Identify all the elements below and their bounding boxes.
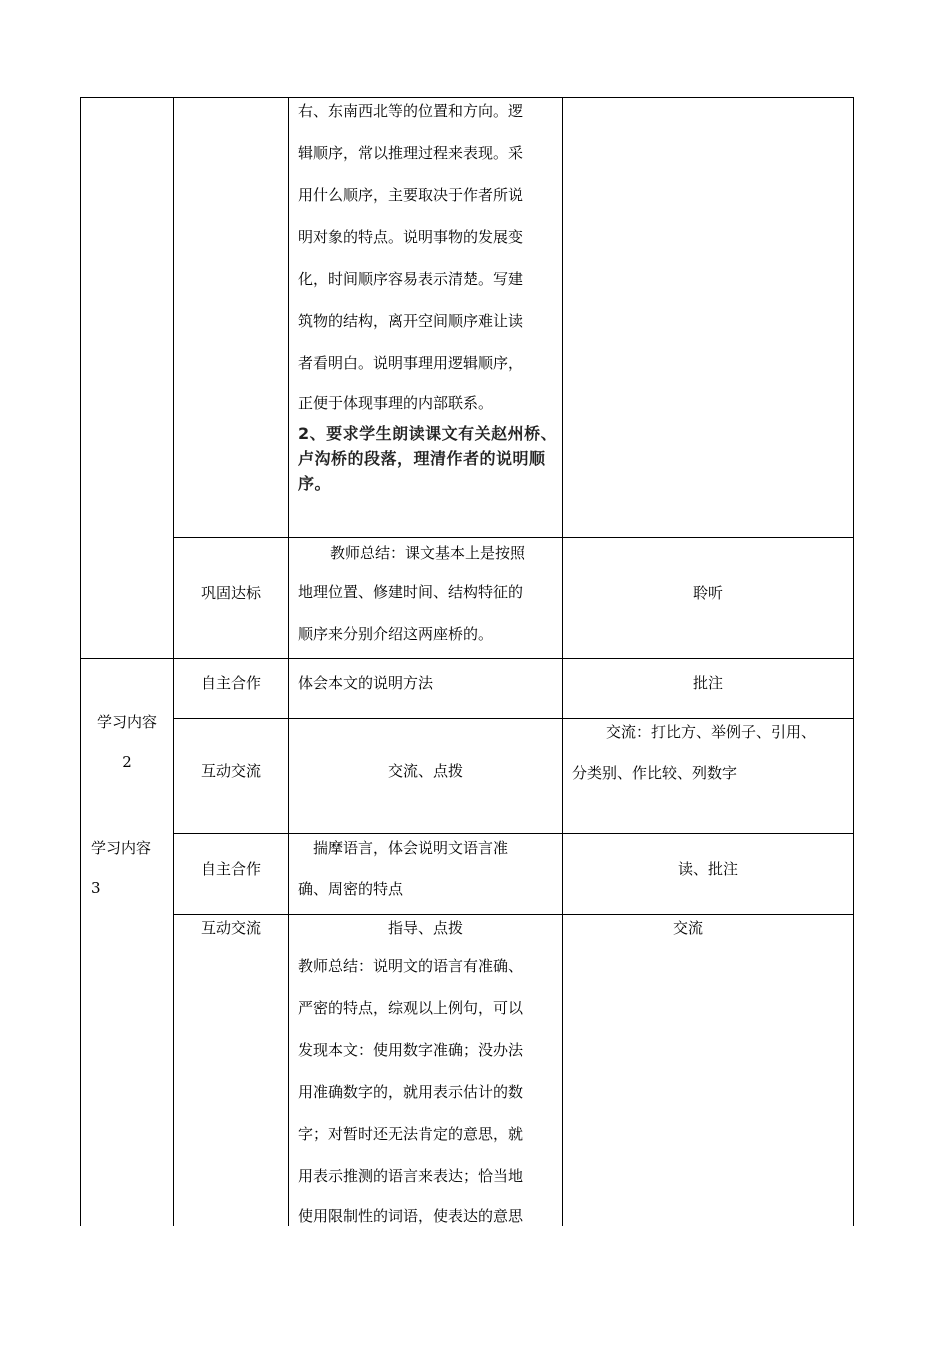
column-divider: [80, 97, 81, 1226]
text-line: 辑顺序，常以推理过程来表现。采: [298, 144, 524, 162]
student-activity: 交流: [672, 919, 703, 937]
text-line: 用什么顺序，主要取决于作者所说: [298, 186, 524, 204]
row-divider: [173, 914, 854, 915]
text-line: 交流：打比方、举例子、引用、: [606, 723, 817, 741]
student-activity: 批注: [692, 674, 723, 692]
row-divider: [173, 718, 854, 719]
step-label: 自主合作: [200, 674, 261, 692]
student-activity: 聆听: [692, 584, 723, 602]
bold-text-line: 2、要求学生朗读课文有关赵州桥、: [298, 424, 558, 443]
column-divider: [288, 97, 289, 1226]
bold-text-line: 序。: [298, 474, 332, 493]
teacher-activity: 体会本文的说明方法: [298, 674, 434, 692]
section-label: 学习内容: [96, 713, 157, 731]
student-activity: 读、批注: [677, 860, 738, 878]
text-line: 严密的特点，综观以上例句，可以: [298, 999, 524, 1017]
text-line: 字；对暂时还无法肯定的意思，就: [298, 1125, 524, 1143]
section-number: 3: [91, 879, 101, 897]
table-border-top: [80, 97, 854, 98]
step-label: 互动交流: [200, 919, 261, 937]
text-line: 右、东南西北等的位置和方向。逻: [298, 102, 524, 120]
text-line: 教师总结：课文基本上是按照: [330, 544, 526, 562]
text-line: 顺序来分别介绍这两座桥的。: [298, 625, 494, 643]
text-line: 发现本文：使用数字准确；没办法: [298, 1041, 524, 1059]
section-number: 2: [122, 753, 132, 771]
step-label: 互动交流: [200, 762, 261, 780]
row-divider: [173, 537, 854, 538]
teacher-activity: 交流、点拨: [387, 762, 463, 780]
column-divider: [853, 97, 854, 1226]
text-line: 使用限制性的词语，使表达的意思: [298, 1207, 524, 1225]
text-line: 明对象的特点。说明事物的发展变: [298, 228, 524, 246]
text-line: 用表示推测的语言来表达；恰当地: [298, 1167, 524, 1185]
step-label: 自主合作: [200, 860, 261, 878]
column-divider: [173, 97, 174, 1226]
text-line: 揣摩语言，体会说明文语言准: [313, 839, 509, 857]
step-label: 巩固达标: [200, 584, 261, 602]
text-line: 地理位置、修建时间、结构特征的: [298, 583, 524, 601]
row-divider: [173, 833, 854, 834]
text-line: 用准确数字的，就用表示估计的数: [298, 1083, 524, 1101]
section-label: 学习内容: [91, 839, 152, 857]
text-line: 正便于体现事理的内部联系。: [298, 394, 494, 412]
column-divider: [562, 97, 563, 1226]
text-line: 者看明白。说明事理用逻辑顺序，: [298, 354, 524, 372]
text-line: 筑物的结构，离开空间顺序难让读: [298, 312, 524, 330]
text-line: 教师总结：说明文的语言有准确、: [298, 957, 524, 975]
bold-text-line: 卢沟桥的段落，理清作者的说明顺: [298, 449, 546, 468]
teacher-activity: 指导、点拨: [387, 919, 463, 937]
text-line: 确、周密的特点: [298, 880, 404, 898]
text-line: 化，时间顺序容易表示清楚。写建: [298, 270, 524, 288]
row-divider: [80, 658, 854, 659]
text-line: 分类别、作比较、列数字: [572, 764, 738, 782]
